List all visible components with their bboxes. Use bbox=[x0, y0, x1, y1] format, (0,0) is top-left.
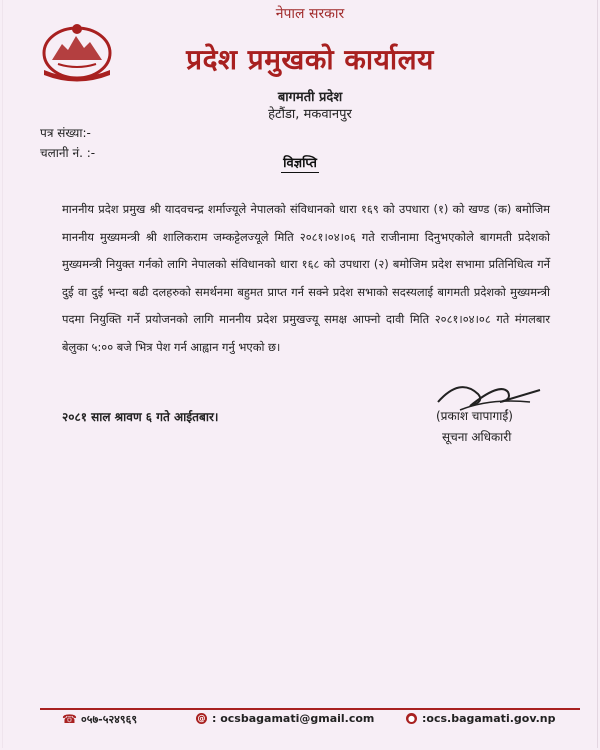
footer-email[interactable] bbox=[196, 712, 374, 725]
phone-icon: ☎ bbox=[62, 712, 77, 726]
email-icon: @ bbox=[197, 714, 206, 723]
footer-phone bbox=[62, 712, 137, 727]
letter-number: पत्र संख्या:- bbox=[40, 126, 91, 140]
website-url[interactable]: :ocs.bagamati.gov.np bbox=[422, 712, 556, 725]
notice-date: २०८१ साल श्रावण ६ गते आईतबार। bbox=[62, 410, 219, 424]
dispatch-number: चलानी नं. :- bbox=[40, 146, 96, 160]
notice-title-text: विज्ञप्ति bbox=[283, 156, 317, 171]
footer-divider bbox=[40, 708, 580, 710]
email-address[interactable]: : ocsbagamati@gmail.com bbox=[212, 712, 375, 725]
government-heading: नेपाल सरकार bbox=[275, 6, 345, 22]
signer-name: (प्रकाश चापागाईं) bbox=[436, 409, 513, 423]
province-name: बागमती प्रदेश bbox=[277, 90, 343, 105]
office-location: हेटौंडा, मकवानपुर bbox=[268, 107, 352, 122]
footer-website[interactable] bbox=[406, 712, 555, 725]
notice-title bbox=[0, 153, 600, 171]
signer-title: सूचना अधिकारी bbox=[442, 430, 512, 444]
phone-number: ०५७-५२४९६९ bbox=[81, 713, 138, 726]
footer bbox=[0, 712, 600, 730]
office-title: प्रदेश प्रमुखको कार्यालय bbox=[186, 43, 434, 76]
globe-icon: ● bbox=[406, 713, 417, 724]
notice-body: माननीय प्रदेश प्रमुख श्री यादवचन्द्र शर्माज्यूले नेपालको संविधानको धारा १६९ को उपधारा (१) को खण्ड (क) बमोजिम माननीय मुख्यमन्त्री श्री शालिकराम जम्कट्टेलज्यूले मिति २०८१।०४।०६ गते राजीनामा दिनुभएकोले बागमती प्रदेशको मुख्यमन्त्री नियुक्त गर्नको लागि नेपालको संविधानको धारा १६८ को उपधारा (२) बमोजिम प्रदेश सभामा प्रतिनिधित्व गर्ने दुई वा दुई भन्दा बढी दलहरुको समर्थनमा बहुमत प्राप्त गर्न सक्ने प्रदेश सभाको सदस्यलाई बागमती प्रदेशको मुख्यमन्त्री पदमा नियुक्ति गर्ने प्रयोजनको लागि माननीय प्रदेश प्रमुखज्यू समक्ष आफ्नो दावी मिति २०८१।०४।०८ गते मंगलबार बेलुका ५:०० बजे भित्र पेश गर्न आह्वान गर्नु भएको छ। bbox=[62, 202, 550, 354]
